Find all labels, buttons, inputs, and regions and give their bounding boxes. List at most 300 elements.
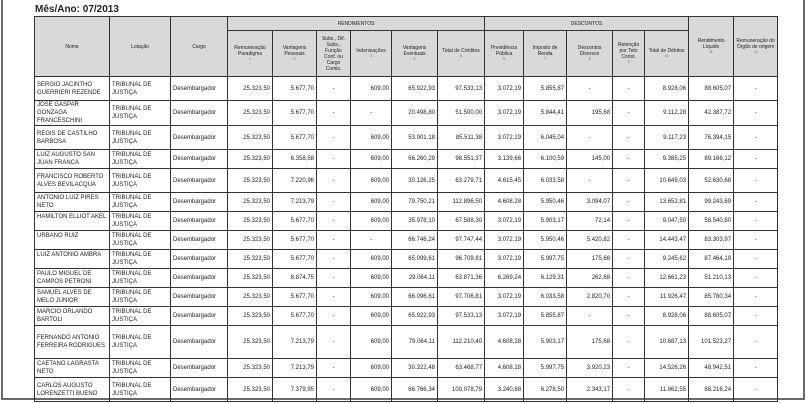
- value-cell: 25.323,50: [228, 269, 273, 288]
- cargo-cell: Desembargador: [171, 307, 228, 326]
- header-ve-number: 4: [413, 57, 416, 61]
- value-cell: 2.820,70: [567, 288, 613, 307]
- value-cell: 83.303,97: [689, 231, 734, 250]
- value-cell: 96.709,81: [438, 250, 485, 269]
- value-cell: 3.240,88: [485, 378, 524, 402]
- value-cell: -: [613, 307, 645, 326]
- cargo-cell: Desembargador: [171, 169, 228, 193]
- table-row: [35, 126, 778, 150]
- value-cell: 2.343,17: [567, 378, 613, 402]
- value-cell: 9.112,28: [645, 101, 689, 126]
- lotacao-cell: TRIBUNAL DE JUSTIÇA: [110, 288, 171, 307]
- cargo-cell: Desembargador: [171, 101, 228, 126]
- value-cell: 4.608,28: [485, 193, 524, 212]
- value-cell: 195,68: [567, 101, 613, 126]
- value-cell: -: [317, 250, 351, 269]
- cargo-cell: Desembargador: [171, 212, 228, 231]
- cargo-cell: Desembargador: [171, 150, 228, 169]
- value-cell: -: [613, 269, 645, 288]
- value-cell: 609,00: [351, 359, 392, 378]
- value-cell: 609,00: [351, 212, 392, 231]
- value-cell: 97.706,81: [438, 288, 485, 307]
- value-cell: 9.047,50: [645, 212, 689, 231]
- value-cell: 6.129,31: [524, 269, 567, 288]
- value-cell: -: [567, 126, 613, 150]
- value-cell: 5.950,46: [524, 193, 567, 212]
- value-cell: -: [317, 126, 351, 150]
- header-rl: [689, 17, 734, 77]
- value-cell: 5.903,17: [524, 326, 567, 359]
- value-cell: 609,00: [351, 150, 392, 169]
- header-ve-label: Vantagens Eventuais: [402, 45, 427, 57]
- value-cell: -: [734, 169, 778, 193]
- name-cell: HAMILTON ELLIOT AKEL: [35, 212, 110, 231]
- value-cell: 5.420,82: [567, 231, 613, 250]
- lotacao-cell: TRIBUNAL DE JUSTIÇA: [110, 326, 171, 359]
- value-cell: -: [317, 77, 351, 101]
- value-cell: -: [351, 101, 392, 126]
- value-cell: 25.323,50: [228, 126, 273, 150]
- lotacao-cell: TRIBUNAL DE JUSTIÇA: [110, 269, 171, 288]
- value-cell: -: [317, 359, 351, 378]
- lotacao-cell: TRIBUNAL DE JUSTIÇA: [110, 150, 171, 169]
- value-cell: 3.139,66: [485, 150, 524, 169]
- value-cell: -: [734, 326, 778, 359]
- value-cell: 8.874,75: [273, 269, 317, 288]
- header-nome: Nome: [35, 17, 110, 77]
- header-rl-label: Rendimento Líquido: [697, 38, 725, 50]
- value-cell: -: [567, 77, 613, 101]
- header-lotacao: Lotação: [110, 17, 171, 77]
- value-cell: 97.533,13: [438, 77, 485, 101]
- value-cell: 3.072,19: [485, 231, 524, 250]
- value-cell: 5.677,70: [273, 250, 317, 269]
- name-cell: LUIZ AUGUSTO SAN JUAN FRANCA: [35, 150, 110, 169]
- value-cell: 5.844,41: [524, 101, 567, 126]
- value-cell: 66.260,29: [392, 150, 438, 169]
- header-ro: [734, 17, 778, 77]
- header-dd: [567, 31, 613, 77]
- value-cell: -: [734, 269, 778, 288]
- value-cell: 10.649,03: [645, 169, 689, 193]
- value-cell: -: [317, 212, 351, 231]
- remuneration-table: [34, 16, 778, 402]
- value-cell: 25.323,50: [228, 288, 273, 307]
- value-cell: 20.498,80: [392, 101, 438, 126]
- value-cell: 87.464,19: [689, 250, 734, 269]
- header-ro-number: 12: [753, 50, 758, 54]
- name-cell: MARCIO ORLANDO BARTOLI: [35, 307, 110, 326]
- value-cell: 5.677,70: [273, 126, 317, 150]
- value-cell: 609,00: [351, 250, 392, 269]
- value-cell: -: [317, 307, 351, 326]
- header-prev-label: Previdência Pública: [490, 45, 518, 57]
- table-row: [35, 378, 778, 402]
- name-cell: SAMUEL ALVES DE MELO JUNIOR: [35, 288, 110, 307]
- header-ir-number: 7: [544, 57, 547, 61]
- header-rem-number: 1: [249, 57, 251, 61]
- value-cell: 25.323,50: [228, 378, 273, 402]
- value-cell: 25.323,50: [228, 326, 273, 359]
- lotacao-cell: TRIBUNAL DE JUSTIÇA: [110, 126, 171, 150]
- table-row: [35, 212, 778, 231]
- name-cell: URBANO RUIZ: [35, 231, 110, 250]
- value-cell: 52.630,68: [689, 169, 734, 193]
- value-cell: 262,68: [567, 269, 613, 288]
- cargo-cell: Desembargador: [171, 269, 228, 288]
- value-cell: 6.278,50: [524, 378, 567, 402]
- value-cell: 42.387,72: [689, 101, 734, 126]
- value-cell: -: [734, 231, 778, 250]
- value-cell: 609,00: [351, 77, 392, 101]
- value-cell: -: [734, 288, 778, 307]
- value-cell: 30.126,25: [392, 169, 438, 193]
- value-cell: 609,00: [351, 126, 392, 150]
- header-tc: [438, 31, 485, 77]
- value-cell: 5.677,70: [273, 212, 317, 231]
- value-cell: 6.033,58: [524, 288, 567, 307]
- value-cell: -: [567, 169, 613, 193]
- table-row: [35, 101, 778, 126]
- header-ir: [524, 31, 567, 77]
- value-cell: 25.323,50: [228, 169, 273, 193]
- value-cell: -: [734, 307, 778, 326]
- value-cell: 100.078,79: [438, 378, 485, 402]
- value-cell: 11.862,55: [645, 378, 689, 402]
- header-dd-label: Descontos Diversos: [577, 45, 602, 57]
- value-cell: 65.099,61: [392, 250, 438, 269]
- name-cell: REGIS DE CASTILHO BARBOSA: [35, 126, 110, 150]
- value-cell: -: [613, 359, 645, 378]
- header-ind-label: Indenizações: [356, 48, 386, 54]
- value-cell: 6.269,24: [485, 269, 524, 288]
- value-cell: 3.072,19: [485, 250, 524, 269]
- value-cell: 3.072,19: [485, 307, 524, 326]
- value-cell: 5.903,17: [524, 212, 567, 231]
- value-cell: -: [567, 307, 613, 326]
- value-cell: 7.213,79: [273, 193, 317, 212]
- value-cell: 609,00: [351, 326, 392, 359]
- value-cell: 3.072,19: [485, 212, 524, 231]
- value-cell: -: [734, 77, 778, 101]
- value-cell: 8.928,06: [645, 77, 689, 101]
- value-cell: 25.323,50: [228, 150, 273, 169]
- value-cell: 76.394,15: [689, 126, 734, 150]
- value-cell: 609,00: [351, 378, 392, 402]
- value-cell: 88.216,24: [689, 378, 734, 402]
- value-cell: 609,00: [351, 169, 392, 193]
- value-cell: 6.358,58: [273, 150, 317, 169]
- value-cell: 29.064,11: [392, 269, 438, 288]
- header-td-number: 10: [664, 54, 669, 58]
- value-cell: -: [734, 378, 778, 402]
- value-cell: -: [317, 169, 351, 193]
- value-cell: -: [317, 101, 351, 126]
- value-cell: 66.096,61: [392, 288, 438, 307]
- value-cell: 112.896,50: [438, 193, 485, 212]
- header-cargo: Cargo: [171, 17, 228, 77]
- cargo-cell: Desembargador: [171, 326, 228, 359]
- value-cell: 6.033,58: [524, 169, 567, 193]
- lotacao-cell: TRIBUNAL DE JUSTIÇA: [110, 307, 171, 326]
- value-cell: 3.072,19: [485, 101, 524, 126]
- lotacao-cell: TRIBUNAL DE JUSTIÇA: [110, 77, 171, 101]
- cargo-cell: Desembargador: [171, 288, 228, 307]
- value-cell: 7.220,96: [273, 169, 317, 193]
- value-cell: -: [734, 126, 778, 150]
- table-row: [35, 150, 778, 169]
- value-cell: 65.922,93: [392, 307, 438, 326]
- value-cell: 53.901,18: [392, 126, 438, 150]
- value-cell: 7.213,79: [273, 326, 317, 359]
- value-cell: -: [734, 101, 778, 126]
- cargo-cell: Desembargador: [171, 359, 228, 378]
- header-ind-number: 3: [370, 54, 372, 58]
- header-ro-label: Remuneração do Órgão de origem: [736, 38, 775, 50]
- value-cell: 7.379,95: [273, 378, 317, 402]
- value-cell: 4.608,28: [485, 326, 524, 359]
- value-cell: -: [734, 359, 778, 378]
- value-cell: -: [613, 250, 645, 269]
- value-cell: 14.443,47: [645, 231, 689, 250]
- header-dd-number: 8: [588, 57, 591, 61]
- name-cell: CARLOS AUGUSTO LORENZETTI BUENO: [35, 378, 110, 402]
- header-ret-label: Retenção por Teto Const.: [617, 42, 640, 60]
- value-cell: -: [613, 288, 645, 307]
- value-cell: 609,00: [351, 193, 392, 212]
- value-cell: 99.243,69: [689, 193, 734, 212]
- value-cell: 72,14: [567, 212, 613, 231]
- value-cell: 3.920,23: [567, 359, 613, 378]
- value-cell: 65.922,93: [392, 77, 438, 101]
- value-cell: 25.323,50: [228, 212, 273, 231]
- header-rem: [228, 31, 273, 77]
- table-row: [35, 231, 778, 250]
- value-cell: -: [734, 250, 778, 269]
- lotacao-cell: TRIBUNAL DE JUSTIÇA: [110, 193, 171, 212]
- value-cell: 30.322,48: [392, 359, 438, 378]
- name-cell: ANTONIO LUIZ PIRES NETO: [35, 193, 110, 212]
- cargo-cell: Desembargador: [171, 126, 228, 150]
- value-cell: 25.323,50: [228, 193, 273, 212]
- value-cell: 11.926,47: [645, 288, 689, 307]
- value-cell: 85.511,38: [438, 126, 485, 150]
- header-tc-number: 5: [460, 54, 462, 58]
- value-cell: 58.540,80: [689, 212, 734, 231]
- value-cell: 25.323,50: [228, 231, 273, 250]
- value-cell: 25.323,50: [228, 307, 273, 326]
- value-cell: -: [613, 126, 645, 150]
- header-vp: [273, 31, 317, 77]
- value-cell: 6.100,59: [524, 150, 567, 169]
- table-row: [35, 77, 778, 101]
- value-cell: -: [317, 288, 351, 307]
- table-row: [35, 288, 778, 307]
- value-cell: -: [317, 378, 351, 402]
- value-cell: 25.323,50: [228, 77, 273, 101]
- value-cell: 9.385,25: [645, 150, 689, 169]
- header-ir-label: Imposto de Renda: [532, 45, 558, 57]
- name-cell: SERGIO JACINTHO GUERRIERI REZENDE: [35, 77, 110, 101]
- lotacao-cell: TRIBUNAL DE JUSTIÇA: [110, 231, 171, 250]
- value-cell: 79.750,21: [392, 193, 438, 212]
- value-cell: 14.526,26: [645, 359, 689, 378]
- value-cell: 609,00: [351, 307, 392, 326]
- cargo-cell: Desembargador: [171, 378, 228, 402]
- value-cell: 609,00: [351, 288, 392, 307]
- value-cell: 5.950,46: [524, 231, 567, 250]
- value-cell: 35.978,10: [392, 212, 438, 231]
- value-cell: 101.523,27: [689, 326, 734, 359]
- cargo-cell: Desembargador: [171, 193, 228, 212]
- header-rem-label: Remuneração Paradigma: [234, 45, 266, 57]
- value-cell: 5.997,75: [524, 250, 567, 269]
- lotacao-cell: TRIBUNAL DE JUSTIÇA: [110, 101, 171, 126]
- lotacao-cell: TRIBUNAL DE JUSTIÇA: [110, 250, 171, 269]
- value-cell: 25.323,50: [228, 250, 273, 269]
- value-cell: 10.687,13: [645, 326, 689, 359]
- value-cell: -: [613, 378, 645, 402]
- value-cell: -: [317, 231, 351, 250]
- value-cell: 85.780,34: [689, 288, 734, 307]
- value-cell: -: [317, 326, 351, 359]
- value-cell: 609,00: [351, 269, 392, 288]
- header-vp-number: 2: [293, 57, 296, 61]
- value-cell: -: [613, 101, 645, 126]
- value-cell: 175,68: [567, 250, 613, 269]
- value-cell: 66.766,34: [392, 378, 438, 402]
- value-cell: 3.072,19: [485, 126, 524, 150]
- value-cell: -: [613, 169, 645, 193]
- value-cell: -: [317, 269, 351, 288]
- cargo-cell: Desembargador: [171, 250, 228, 269]
- value-cell: 97.747,44: [438, 231, 485, 250]
- value-cell: 5.855,87: [524, 77, 567, 101]
- value-cell: 12.661,23: [645, 269, 689, 288]
- value-cell: 98.551,37: [438, 150, 485, 169]
- header-ret: [613, 31, 645, 77]
- value-cell: 175,68: [567, 326, 613, 359]
- value-cell: 88.605,07: [689, 77, 734, 101]
- table-row: [35, 250, 778, 269]
- header-vp-label: Vantagens Pessoais: [282, 45, 307, 57]
- value-cell: 6.045,04: [524, 126, 567, 150]
- name-cell: FRANCISCO ROBERTO ALVES BEVILACQUA: [35, 169, 110, 193]
- value-cell: 145,00: [567, 150, 613, 169]
- header-group-descontos: DESCONTOS: [485, 17, 689, 31]
- value-cell: -: [613, 231, 645, 250]
- value-cell: 25.323,50: [228, 101, 273, 126]
- value-cell: 9.245,62: [645, 250, 689, 269]
- value-cell: 5.677,70: [273, 101, 317, 126]
- lotacao-cell: TRIBUNAL DE JUSTIÇA: [110, 359, 171, 378]
- value-cell: -: [734, 150, 778, 169]
- value-cell: 3.094,07: [567, 193, 613, 212]
- value-cell: -: [734, 193, 778, 212]
- value-cell: 67.588,30: [438, 212, 485, 231]
- header-rl-number: 11: [709, 50, 713, 54]
- value-cell: 48.942,51: [689, 359, 734, 378]
- header-ret-number: 9: [627, 60, 630, 64]
- value-cell: 9.117,23: [645, 126, 689, 150]
- header-group-rendimentos: RENDIMENTOS: [228, 17, 485, 31]
- value-cell: 5.677,70: [273, 288, 317, 307]
- value-cell: 51.210,13: [689, 269, 734, 288]
- header-prev-number: 6: [503, 57, 506, 61]
- table-row: [35, 326, 778, 359]
- value-cell: 5.997,75: [524, 359, 567, 378]
- cargo-cell: Desembargador: [171, 77, 228, 101]
- value-cell: 66.746,24: [392, 231, 438, 250]
- value-cell: 63.279,71: [438, 169, 485, 193]
- value-cell: 5.677,70: [273, 307, 317, 326]
- value-cell: 79.064,11: [392, 326, 438, 359]
- table-body: [35, 77, 778, 402]
- value-cell: 3.072,19: [485, 77, 524, 101]
- value-cell: -: [613, 193, 645, 212]
- value-cell: 5.677,70: [273, 77, 317, 101]
- value-cell: 97.533,13: [438, 307, 485, 326]
- name-cell: JOSE GASPAR GONZAGA FRANCESCHINI: [35, 101, 110, 126]
- value-cell: -: [351, 231, 392, 250]
- value-cell: -: [317, 150, 351, 169]
- table-row: [35, 269, 778, 288]
- header-ind: [351, 31, 392, 77]
- table-row: [35, 193, 778, 212]
- value-cell: 5.855,87: [524, 307, 567, 326]
- value-cell: 112.210,40: [438, 326, 485, 359]
- name-cell: CAETANO LAGRASTA NETO: [35, 359, 110, 378]
- header-tc-label: Total de Créditos: [442, 48, 480, 54]
- value-cell: -: [317, 193, 351, 212]
- value-cell: -: [613, 77, 645, 101]
- header-subs-label: Subs., Dif. Subs., Função Conf. ou Cargo Comis.: [321, 35, 346, 72]
- lotacao-cell: TRIBUNAL DE JUSTIÇA: [110, 212, 171, 231]
- header-prev: [485, 31, 524, 77]
- value-cell: 4.608,28: [485, 359, 524, 378]
- lotacao-cell: TRIBUNAL DE JUSTIÇA: [110, 378, 171, 402]
- header-subs: [317, 31, 351, 77]
- value-cell: 51.500,00: [438, 101, 485, 126]
- header-ve: [392, 31, 438, 77]
- value-cell: -: [613, 150, 645, 169]
- cargo-cell: Desembargador: [171, 231, 228, 250]
- value-cell: 4.615,45: [485, 169, 524, 193]
- value-cell: 88.605,07: [689, 307, 734, 326]
- value-cell: 13.652,81: [645, 193, 689, 212]
- name-cell: FERNANDO ANTONIO FERREIRA RODRIGUES: [35, 326, 110, 359]
- lotacao-cell: TRIBUNAL DE JUSTIÇA: [110, 169, 171, 193]
- page-title: Mês/Ano: 07/2013: [35, 4, 119, 15]
- value-cell: -: [613, 212, 645, 231]
- name-cell: LUIZ ANTONIO AMBRA: [35, 250, 110, 269]
- value-cell: 89.166,12: [689, 150, 734, 169]
- table-row: [35, 359, 778, 378]
- value-cell: 3.072,19: [485, 288, 524, 307]
- name-cell: PAULO MIGUEL DE CAMPOS PETRONI: [35, 269, 110, 288]
- value-cell: 63.468,77: [438, 359, 485, 378]
- header-td-label: Total de Débitos: [648, 48, 685, 54]
- value-cell: -: [613, 326, 645, 359]
- value-cell: 25.323,50: [228, 359, 273, 378]
- header-td: [645, 31, 689, 77]
- table-row: [35, 307, 778, 326]
- value-cell: 63.871,36: [438, 269, 485, 288]
- table-row: [35, 169, 778, 193]
- value-cell: 5.677,70: [273, 231, 317, 250]
- value-cell: 8.928,06: [645, 307, 689, 326]
- value-cell: 7.213,79: [273, 359, 317, 378]
